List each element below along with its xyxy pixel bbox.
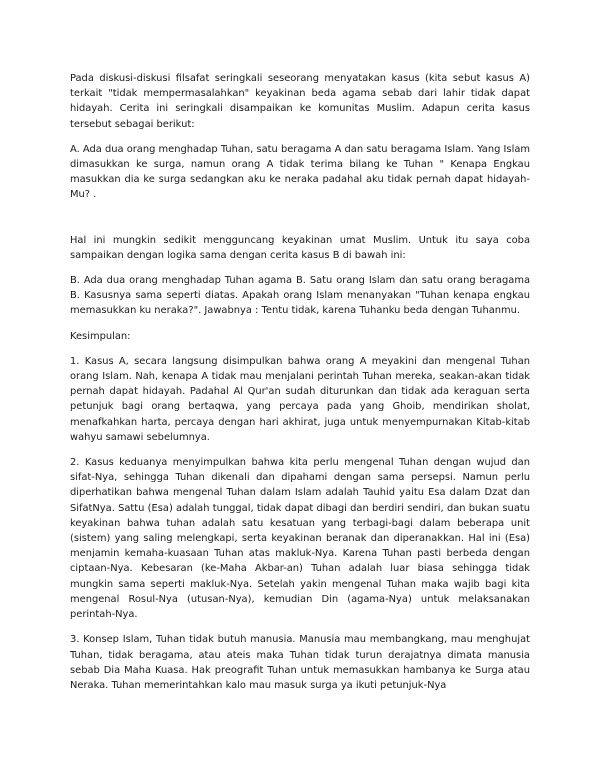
conclusion-point-2: 2. Kasus keduanya menyimpulkan bahwa kita perlu mengenal Tuhan dengan wujud dan sifat-Nya, sehingga Tuhan dikenali dan dipahami dengan sama persepsi. Namun perlu diperhatikan bahwa mengenal Tuhan dalam Islam adalah Tauhid yaitu Esa dalam Dzat dan SifatNya. Sattu (Esa) adalah tunggal, tidak dapat dibagi dan berdiri sendiri, dan bukan suatu keyakinan bahwa tuhan adalah satu kesatuan yang terbagi-bagi dalam beberapa unit (sistem) yang saling melengkapi, serta keyakinan beranak dan diperanakkan. Hal ini (Esa) menjamin kemaha-kuasaan Tuhan atas makluk-Nya. Karena Tuhan pasti berbeda dengan ciptaan-Nya. Kebesaran (ke-Maha Akbar-an) Tuhan adalah luar biasa sehingga tidak mungkin sama seperti makluk-Nya. Setelah yakin mengenal Tuhan maka wajib bagi kita mengenal Rosul-Nya (utusan-Nya), kemudian Din (agama-Nya) untuk melaksanakan perintah-Nya. [70,457,530,621]
conclusion-heading: Kesimpulan: [70,330,131,342]
conclusion-point-1: 1. Kasus A, secara langsung disimpulkan bahwa orang A meyakini dan mengenal Tuhan orang Islam. Nah, kenapa A tidak mau menjalani perintah Tuhan mereka, seakan-akan tidak pernah dapat hidayah. Padahal Al Qur'an sudah diturunkan dan tidak ada keraguan serta petunjuk bagi orang bertaqwa, yang percaya pada yang Ghoib, mendirikan sholat, menafkahkan harta, percaya dengan hari akhirat, juga untuk menyempurnakan Kitab-kitab wahyu samawi sebelumnya. [70,355,530,443]
intro-paragraph: Pada diskusi-diskusi filsafat seringkali seseorang menyatakan kasus (kita sebut kasus A) terkait "tidak mempermasalahkan" keyakinan beda agama sebab dari lahir tidak dapat hidayah. Cerita ini seringkali disampaikan ke komunitas Muslim. Adapun cerita kasus tersebut sebagai berikut: [70,73,530,130]
conclusion-point-3: 3. Konsep Islam, Tuhan tidak butuh manusia. Manusia mau membangkang, mau menghujat Tuhan, tidak beragama, atau ateis maka Tuhan tidak turun derajatnya dimata manusia sebab Dia Maha Kuasa. Hak preografit Tuhan untuk memasukkan hambanya ke Surga atau Neraka. Tuhan memerintahkan kalo mau masuk surga ya ikuti petunjuk-Nya [70,634,530,691]
transition-paragraph: Hal ini mungkin sedikit mengguncang keyakinan umat Muslim. Untuk itu saya coba sampaikan dengan logika sama dengan cerita kasus B di bawah ini: [70,234,530,261]
case-a-paragraph: A. Ada dua orang menghadap Tuhan, satu beragama A dan satu beragama Islam. Yang Islam dimasukkan ke surga, namun orang A tidak terima bilang ke Tuhan " Kenapa Engkau masukkan dia ke surga sedangkan aku ke neraka padahal aku tidak pernah dapat hidayah-Mu? . [70,143,530,201]
case-b-paragraph: B. Ada dua orang menghadap Tuhan agama B. Satu orang Islam dan satu orang beragama B. Kasusnya sama seperti diatas. Apakah orang Islam menanyakan "Tuhan kenapa engkau memasukkan ku neraka?". Jawabnya : Tentu tidak, karena Tuhanku beda dengan Tuhanmu. [70,275,530,317]
paragraph-gap [70,213,530,233]
